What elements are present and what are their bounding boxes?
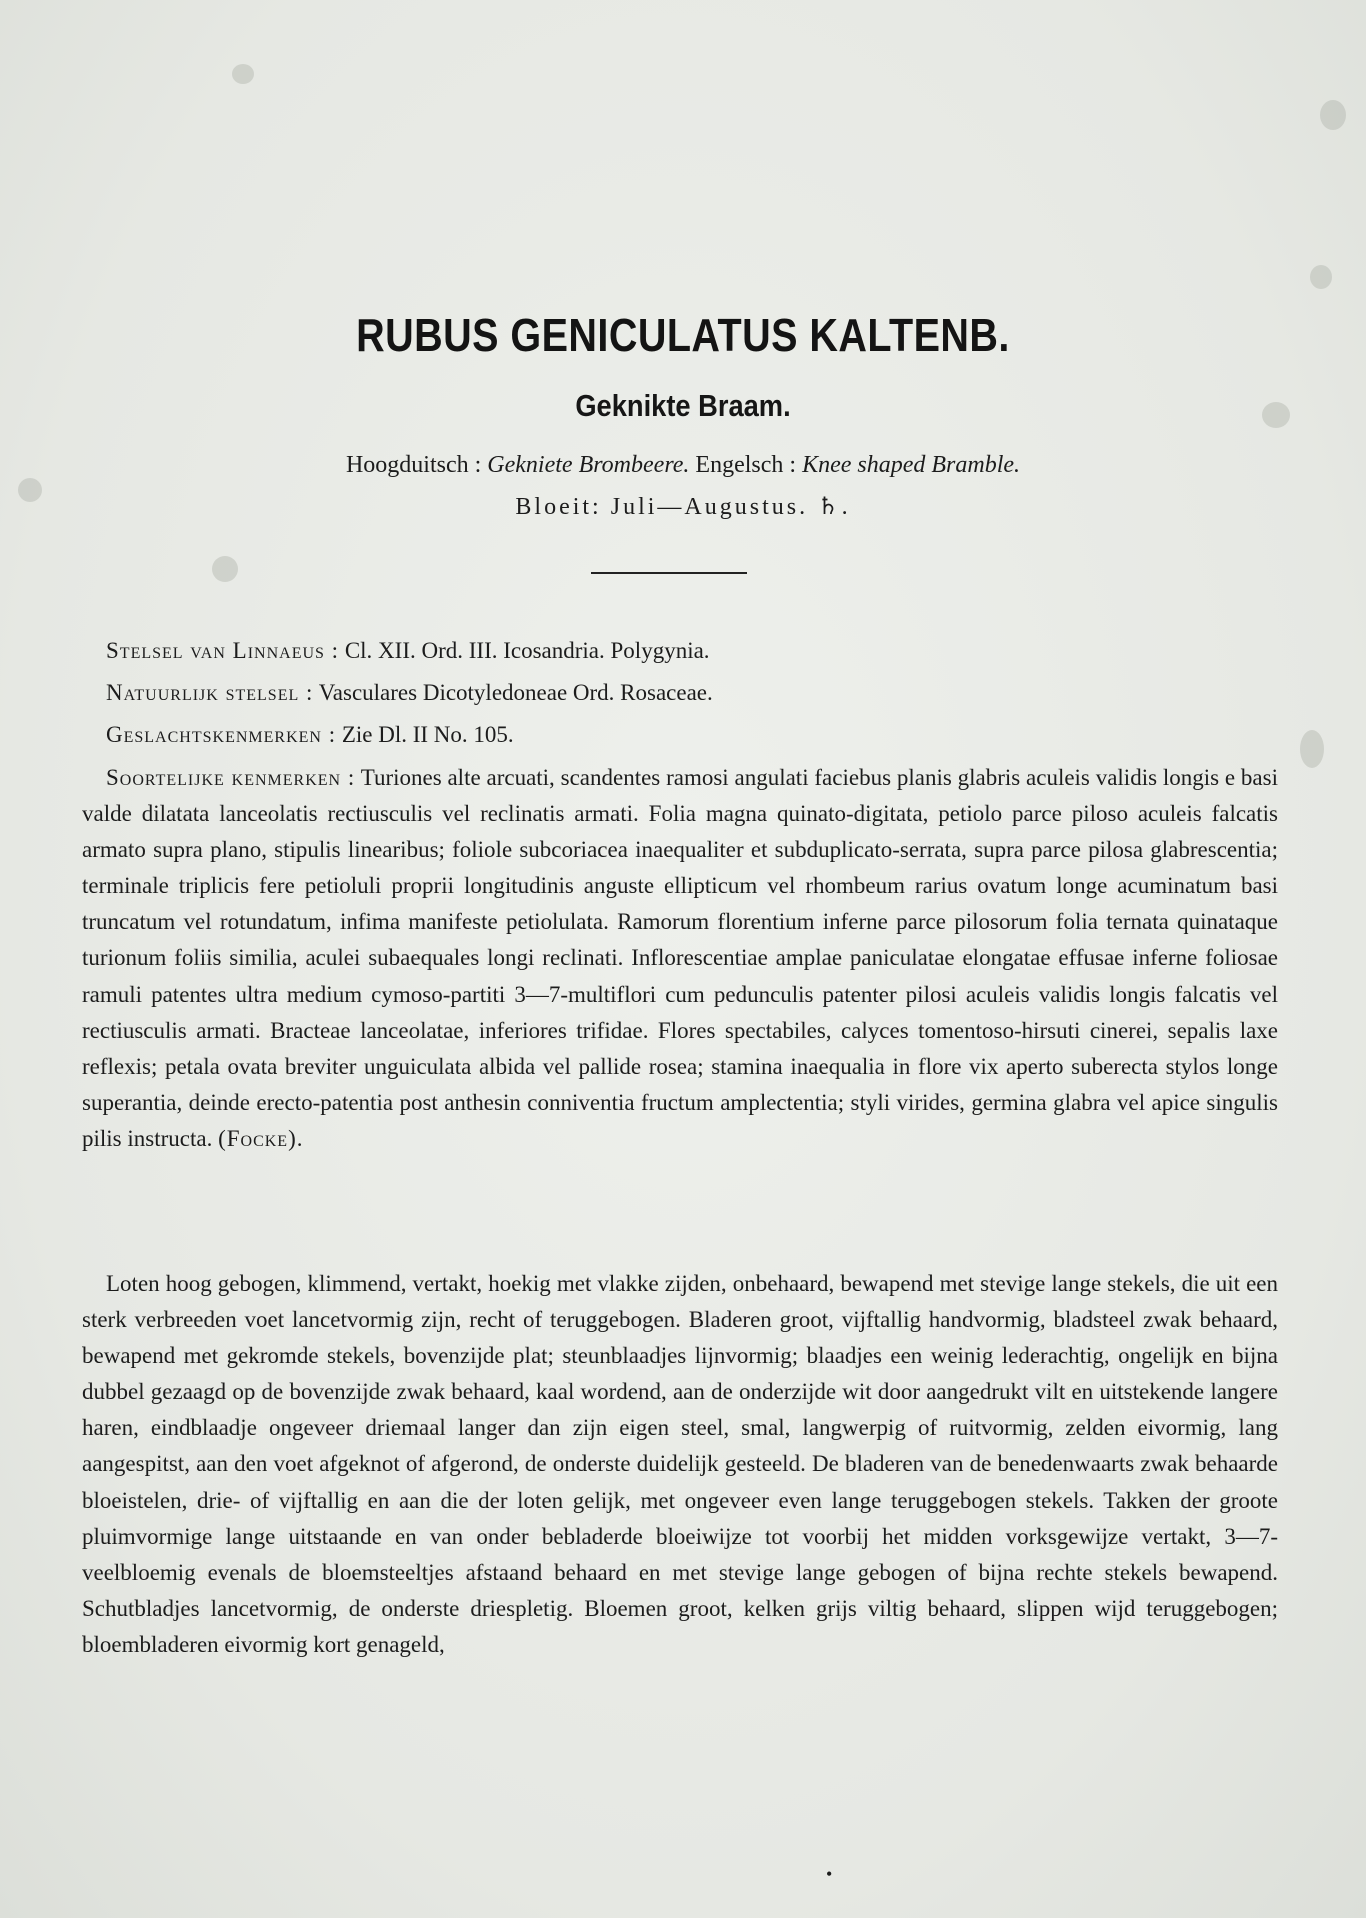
paper-stain <box>1320 100 1346 130</box>
linnaeus-line <box>106 638 710 664</box>
latin-description <box>82 760 1278 1157</box>
linnaeus-label: Stelsel van Linnaeus : <box>106 638 340 663</box>
footer-mark: • <box>826 1864 833 1884</box>
natural-system-value: Vasculares Dicotyledoneae Ord. Rosaceae. <box>318 680 713 705</box>
paper-stain <box>212 556 238 582</box>
german-label: Hoogduitsch : <box>345 452 482 478</box>
german-name: Gekniete Brombeere. <box>487 452 690 478</box>
common-names <box>0 452 1366 479</box>
genus-value: Zie Dl. II No. 105. <box>341 722 514 747</box>
paper-stain <box>1310 265 1332 289</box>
page-subtitle: Geknikte Braam. <box>575 388 791 423</box>
english-name: Knee shaped Bramble. <box>802 452 1021 478</box>
species-characters-label: Soortelijke kenmerken : <box>106 765 356 790</box>
paper-stain <box>232 64 254 84</box>
latin-text: Turiones alte arcuati, scandentes ramosi angulati faciebus planis glabris aculeis validis longis e basi valde dilatata lanceolatis rectiusculis vel reclinatis armati. Folia magna quinato-digitata, petiolo parce piloso aculeis falcatis armato supra plano, stipulis linearibus; foliole subcoriacea inaequaliter et subduplicato-serrata, supra parce pilosa glabrescentia; terminale triplicis fere petioluli proprii longitudinis anguste ellipticum vel rhombeum rarius ovatum longe acuminatum basi truncatum vel rotundatum, infima manifeste petiolulata. Ramorum florentium inferne parce pilosorum folia ternata quinataque turionum foliis similia, aculei subaequales longi reclinati. Inflorescentiae amplae paniculatae elongatae effusae inferne foliosae ramuli patentes ultra medium cymoso-partiti 3—7-multiflori cum pedunculis patenter pilosi aculeis validis longis falcatis vel rectiusculis armati. Bracteae lanceolatae, inferiores trifidae. Flores spectabiles, calyces tomentoso-hirsuti cinerei, sepalis laxe reflexis; petala ovata breviter unguiculata albida vel pallide rosea; stamina inaequalia in flore vix aperto suberecta stylos longe superantia, deinde erecto-patentia post anthesin conniventia fructum amplectentia; styli virides, germina glabra vel apice singulis pilis instructa. <box>82 765 1278 1151</box>
bloom-period: Juli—Augustus. <box>610 494 809 520</box>
genus-line <box>106 722 514 748</box>
natural-system-label: Natuurlijk stelsel : <box>106 680 314 705</box>
bloom-label: Bloeit: <box>515 494 602 520</box>
natural-system-line <box>106 680 713 706</box>
page-title: RUBUS GENICULATUS KALTENB. <box>356 309 1010 361</box>
english-label: Engelsch : <box>695 452 797 478</box>
bloom-line <box>0 492 1366 521</box>
saturn-symbol: ♄. <box>817 494 851 520</box>
dutch-description: Loten hoog gebogen, klimmend, vertakt, hoekig met vlakke zijden, onbehaard, bewapend met stevige lange stekels, die uit een sterk verbreeden voet lancetvormig zijn, recht of teruggebogen. Bladeren groot, vijftallig handvormig, bladsteel zwak behaard, bewapend met gekromde stekels, bovenzijde plat; steunblaadjes lijnvormig; blaadjes een weinig lederachtig, ongelijk en bijna dubbel gezaagd op de bovenzijde zwak behaard, kaal wordend, aan de onderzijde wit door aangedrukt vilt en uitstekende langere haren, eindblaadje ongeveer driemaal langer dan zijn eigen steel, smal, langwerpig of ruitvormig, zelden eivormig, lang aangespitst, aan den voet afgeknot of afgerond, de onderste duidelijk gesteeld. De bladeren van de benedenwaarts zwak behaarde bloeistelen, drie- of vijftallig en aan die der loten gelijk, met ongeveer even lange teruggebogen stekels. Takken der groote pluimvormige lange uitstaande en van onder bebladerde bloeiwijze tot voorbij het midden vorksgewijze vertakt, 3—7-veelbloemig evenals de bloemsteeltjes afstaand behaard en met stevige lange gebogen of bijna rechte stekels bewapend. Schutbladjes lancetvormig, de onderste driespletig. Bloemen groot, kelken grijs viltig behaard, slippen wijd teruggebogen; bloembladeren eivormig kort genageld, <box>82 1271 1278 1657</box>
genus-label: Geslachtskenmerken : <box>106 722 337 747</box>
paper-stain <box>1300 730 1324 768</box>
divider-rule <box>591 572 747 574</box>
citation: (Focke). <box>218 1125 304 1151</box>
linnaeus-value: Cl. XII. Ord. III. Icosandria. Polygynia. <box>344 638 710 663</box>
